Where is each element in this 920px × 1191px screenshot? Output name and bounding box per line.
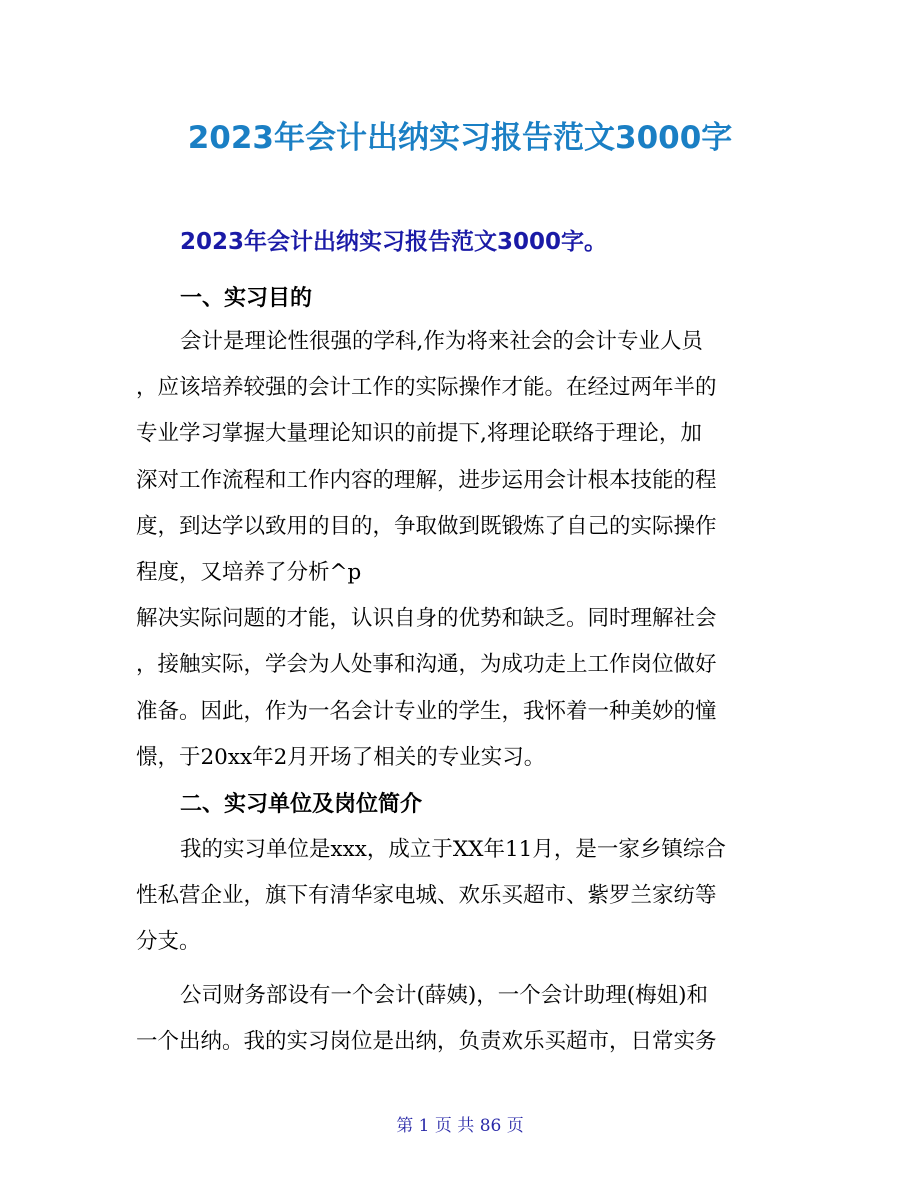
paragraph-line: 深对工作流程和工作内容的理解，进步运用会计根本技能的程 [136, 468, 717, 493]
paragraph-line: 分支。 [136, 929, 201, 954]
paragraph-line: 会计是理论性很强的学科,作为将来社会的会计专业人员 [180, 329, 703, 354]
section-heading-unit: 二、实习单位及岗位简介 [180, 791, 423, 817]
paragraph-line: 解决实际问题的才能，认识自身的优势和缺乏。同时理解社会 [136, 606, 717, 631]
paragraph-line: 度，到达学以致用的目的，争取做到既锻炼了自己的实际操作 [136, 514, 717, 539]
document-title: 2023年会计出纳实习报告范文3000字 [187, 120, 733, 156]
paragraph-line: 憬，于20xx年2月开场了相关的专业实习。 [136, 745, 546, 770]
paragraph-line: 我的实习单位是xxx，成立于XX年11月，是一家乡镇综合 [180, 837, 726, 862]
document-subtitle: 2023年会计出纳实习报告范文3000字。 [180, 229, 608, 255]
paragraph-line: 程度，又培养了分析^p [136, 560, 362, 585]
section-heading-purpose: 一、实习目的 [180, 285, 313, 311]
paragraph-line: ，应该培养较强的会计工作的实际操作才能。在经过两年半的 [136, 375, 717, 400]
paragraph-line: ，接触实际，学会为人处事和沟通，为成功走上工作岗位做好 [136, 652, 717, 677]
paragraph-line: 专业学习掌握大量理论知识的前提下,将理论联络于理论，加 [136, 421, 702, 446]
paragraph-line: 性私营企业，旗下有清华家电城、欢乐买超市、紫罗兰家纺等 [136, 883, 717, 908]
paragraph-line: 一个出纳。我的实习岗位是出纳，负责欢乐买超市，日常实务 [136, 1029, 717, 1054]
paragraph-line: 准备。因此，作为一名会计专业的学生，我怀着一种美妙的憧 [136, 699, 717, 724]
paragraph-line: 公司财务部设有一个会计(薛姨)，一个会计助理(梅姐)和 [180, 983, 709, 1008]
page-number-footer: 第 1 页 共 86 页 [396, 1116, 524, 1136]
